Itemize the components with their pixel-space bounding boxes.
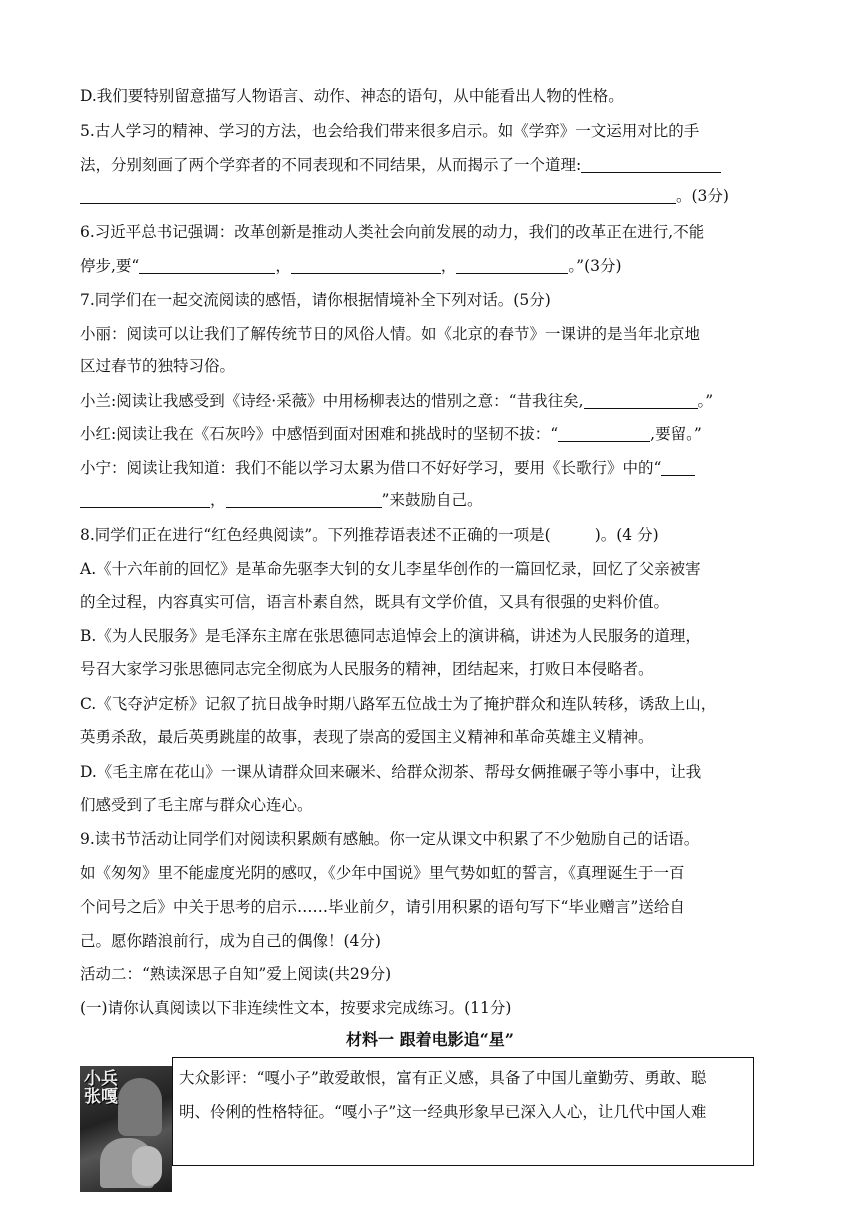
q9-line4: 己。愿你踏浪前行，成为自己的偶像！(4分)	[80, 932, 381, 950]
q7-xiaoning-1: 小宁：阅读让我知道：我们不能以学习太累为借口不好好学习，要用《长歌行》中的“	[80, 458, 695, 478]
q8-option-c-1: C.《飞夺泸定桥》记叙了抗日战争时期八路军五位战士为了掩护群众和连队转移，诱敌上山，	[80, 695, 717, 713]
answer-blank[interactable]	[584, 392, 698, 409]
poster-title: 小兵张嘎	[84, 1069, 118, 1107]
q8-option-a-1: A.《十六年前的回忆》是革命先驱李大钊的女儿李星华创作的一篇回忆录，回忆了父亲被害	[80, 560, 701, 578]
answer-blank[interactable]	[139, 257, 275, 274]
activity-two-heading: 活动二：“熟读深思子自知”爱上阅读(共29分)	[80, 965, 392, 983]
q5-line3: 。(3分)	[80, 186, 729, 206]
answer-blank[interactable]	[661, 459, 695, 476]
movie-poster-image	[80, 1066, 172, 1192]
review-text-box	[172, 1057, 754, 1166]
material-one-title: 材料一 跟着电影追“星”	[346, 1030, 514, 1049]
answer-blank[interactable]	[80, 187, 676, 204]
q5-line1: 5.古人学习的精神、学习的方法，也会给我们带来很多启示。如《学弈》一文运用对比的手	[80, 122, 700, 140]
review-line2: 明、伶俐的性格特征。“嘎小子”这一经典形象早已深入人心，让几代中国人难	[179, 1103, 707, 1121]
q8-option-c-2: 英勇杀敌，最后英勇跳崖的故事，表现了崇高的爱国主义精神和革命英雄主义精神。	[80, 728, 654, 746]
q7-xiaolan: 小兰:阅读让我感受到《诗经·采薇》中用杨柳表达的惜别之意：“昔我往矣, 。”	[80, 392, 714, 410]
q8-option-d-1: D.《毛主席在花山》一课从请群众回来碾米、给群众沏茶、帮母女俩推碾子等小事中，让我	[80, 763, 702, 781]
q4-option-d: D.我们要特别留意描写人物语言、动作、神态的语句，从中能看出人物的性格。	[80, 87, 624, 105]
q9-line1: 9.读书节活动让同学们对阅读积累颇有感触。你一定从课文中积累了不少勉励自己的话语。	[80, 830, 700, 848]
q8-option-a-2: 的全过程，内容真实可信，语言朴素自然，既具有文学价值，又具有很强的史料价值。	[80, 593, 670, 611]
q7-xiaohong: 小红:阅读让我在《石灰吟》中感悟到面对困难和挑战时的坚韧不拔：“ ,要留。”	[80, 425, 702, 443]
answer-blank[interactable]	[291, 257, 441, 274]
q8-option-b-1: B.《为人民服务》是毛泽东主席在张思德同志追悼会上的演讲稿，讲述为人民服务的道理，	[80, 627, 701, 645]
q9-line2: 如《匆匆》里不能虚度光阴的感叹，《少年中国说》里气势如虹的誓言，《真理诞生于一百	[80, 864, 685, 882]
answer-blank[interactable]	[80, 491, 210, 508]
section-one-instruction: (一)请你认真阅读以下非连续性文本，按要求完成练习。(11分)	[80, 999, 512, 1017]
q8-option-d-2: 们感受到了毛主席与群众心连心。	[80, 796, 313, 814]
answer-blank[interactable]	[558, 425, 650, 442]
q6-line1: 6.习近平总书记强调：改革创新是推动人类社会向前发展的动力，我们的改革正在进行,不能	[80, 223, 705, 241]
q9-line3: 个问号之后》中关于思考的启示……毕业前夕，请引用积累的语句写下“毕业赠言”送给自	[80, 898, 685, 916]
q8-stem: 8.同学们正在进行“红色经典阅读”。下列推荐语表述不正确的一项是( )。(4 分)	[80, 526, 659, 544]
q7-xiaoning-2: ， ”来鼓励自己。	[80, 490, 482, 510]
answer-blank[interactable]	[581, 156, 721, 173]
q7-xiaoli-2: 区过春节的独特习俗。	[80, 357, 236, 375]
q8-option-b-2: 号召大家学习张思德同志完全彻底为人民服务的精神，团结起来，打败日本侵略者。	[80, 660, 654, 678]
q6-line2: 停步,要“ ， ， 。”(3分)	[80, 257, 622, 275]
q7-line1: 7.同学们在一起交流阅读的感悟，请你根据情境补全下列对话。(5分)	[80, 291, 551, 309]
answer-blank[interactable]	[226, 491, 382, 508]
review-line1: 大众影评：“嘎小子”敢爱敢恨，富有正义感，具备了中国儿童勤劳、勇敢、聪	[179, 1069, 707, 1087]
answer-blank[interactable]	[456, 257, 568, 274]
q5-line2: 法，分别刻画了两个学弈者的不同表现和不同结果，从而揭示了一个道理:	[80, 155, 721, 175]
q7-xiaoli-1: 小丽：阅读可以让我们了解传统节日的风俗人情。如《北京的春节》一课讲的是当年北京地	[80, 325, 701, 343]
